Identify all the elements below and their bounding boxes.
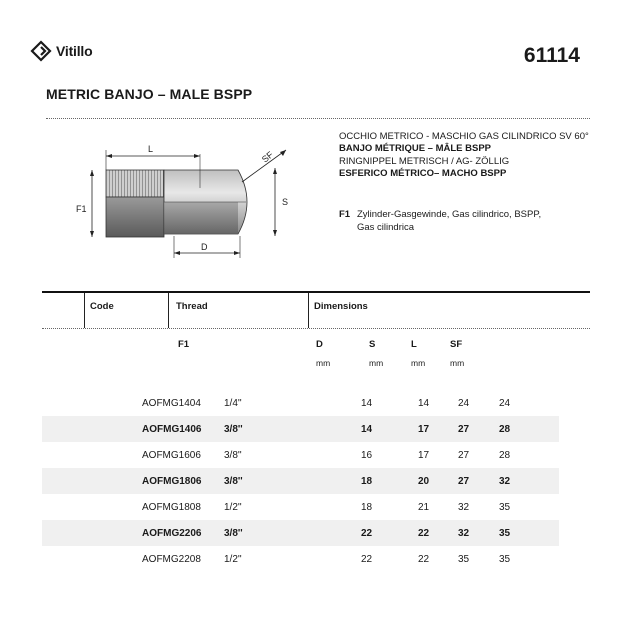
col-divider [84,293,85,328]
cell-sf: 24 [499,397,511,409]
cell-sf: 32 [499,468,559,494]
description-line: ESFERICO MÉTRICO– MACHO BSPP [339,167,507,179]
product-code: 61114 [523,44,580,67]
table-row [42,494,559,520]
cell-code: AOFMG1406 [92,416,224,442]
banjo-drawing [70,140,310,265]
table-row [42,520,559,546]
cell-d: 16 [361,449,373,461]
cell-d: 22 [361,553,373,565]
cell-code: AOFMG1808 [142,501,201,513]
cell-s: 17 [418,449,430,461]
dim-label-S: S [282,197,289,207]
cell-l: 32 [458,520,499,546]
table-row [42,390,559,416]
cell-d: 22 [361,520,418,546]
cell-code: AOFMG2206 [92,520,224,546]
cell-thread: 1/4'' [224,397,242,409]
thread-section-lower [106,197,164,237]
banjo-lower-section [164,202,238,234]
description-block [339,131,589,180]
cell-thread: 3/8'' [224,416,361,442]
unit-s: mm [369,358,384,368]
description-line: OCCHIO METRICO - MASCHIO GAS CILINDRICO SV 60° [339,131,589,142]
thread-section [106,170,164,197]
header-dimensions: Dimensions [314,301,368,312]
header-code: Code [90,301,114,312]
cell-code: AOFMG1404 [142,397,201,409]
unit-d: mm [316,358,331,368]
cell-d: 14 [361,397,373,409]
table-row [42,546,559,572]
note-label: F1 [339,209,351,220]
cell-code: AOFMG1806 [92,468,224,494]
thread-note [339,209,541,234]
description-line: RINGNIPPEL METRISCH / AG- ZÖLLIG [339,155,510,167]
col-divider [168,293,169,328]
cell-code: AOFMG2208 [142,553,201,565]
divider [46,118,590,119]
subheader-sf: SF [450,339,463,350]
note-line-2: Gas cilindrica [357,221,415,233]
cell-d: 18 [361,468,418,494]
cell-sf: 35 [499,501,511,513]
col-divider [308,293,309,328]
logo-text: Vitillo [56,43,93,59]
cell-code: AOFMG1606 [142,449,201,461]
cell-thread: 3/8'' [224,449,242,461]
cell-sf: 35 [499,553,511,565]
vitillo-logo [30,40,92,62]
cell-thread: 3/8'' [224,468,361,494]
table-top-rule [42,291,590,293]
cell-l: 27 [458,416,499,442]
subheader-l: L [411,339,417,350]
vitillo-logo-icon [30,40,52,62]
subheader-f1: F1 [178,339,190,350]
header-divider [42,328,590,329]
dim-label-L: L [148,144,154,154]
table-row [42,416,559,442]
cell-s: 14 [418,397,430,409]
dimensions-table [42,390,559,572]
dim-label-F1: F1 [76,204,87,214]
cell-l: 27 [458,449,470,461]
cell-d: 18 [361,501,373,513]
subheader-d: D [316,339,323,350]
cell-l: 32 [458,501,470,513]
cell-sf: 28 [499,416,559,442]
header-thread: Thread [176,301,208,312]
table-row [42,468,559,494]
cell-d: 14 [361,416,418,442]
cell-l: 27 [458,468,499,494]
cell-thread: 3/8'' [224,520,361,546]
cell-l: 24 [458,397,470,409]
cell-s: 17 [418,416,458,442]
unit-sf: mm [450,358,465,368]
cell-l: 35 [458,553,470,565]
page-title: METRIC BANJO – MALE BSPP [46,86,253,102]
unit-l: mm [411,358,426,368]
dim-label-SF: SF [259,149,276,165]
description-line: BANJO MÉTRIQUE – MÂLE BSPP [339,143,492,155]
table-row [42,442,559,468]
cell-s: 22 [418,553,430,565]
cell-thread: 1/2'' [224,501,242,513]
cell-sf: 35 [499,520,559,546]
cell-s: 22 [418,520,458,546]
subheader-s: S [369,339,376,350]
cell-s: 21 [418,501,430,513]
dim-label-D: D [201,242,208,252]
cell-sf: 28 [499,449,511,461]
note-line-1: Zylinder-Gasgewinde, Gas cilindrico, BSPP, [357,209,542,220]
cell-thread: 1/2'' [224,553,242,565]
cell-s: 20 [418,468,458,494]
